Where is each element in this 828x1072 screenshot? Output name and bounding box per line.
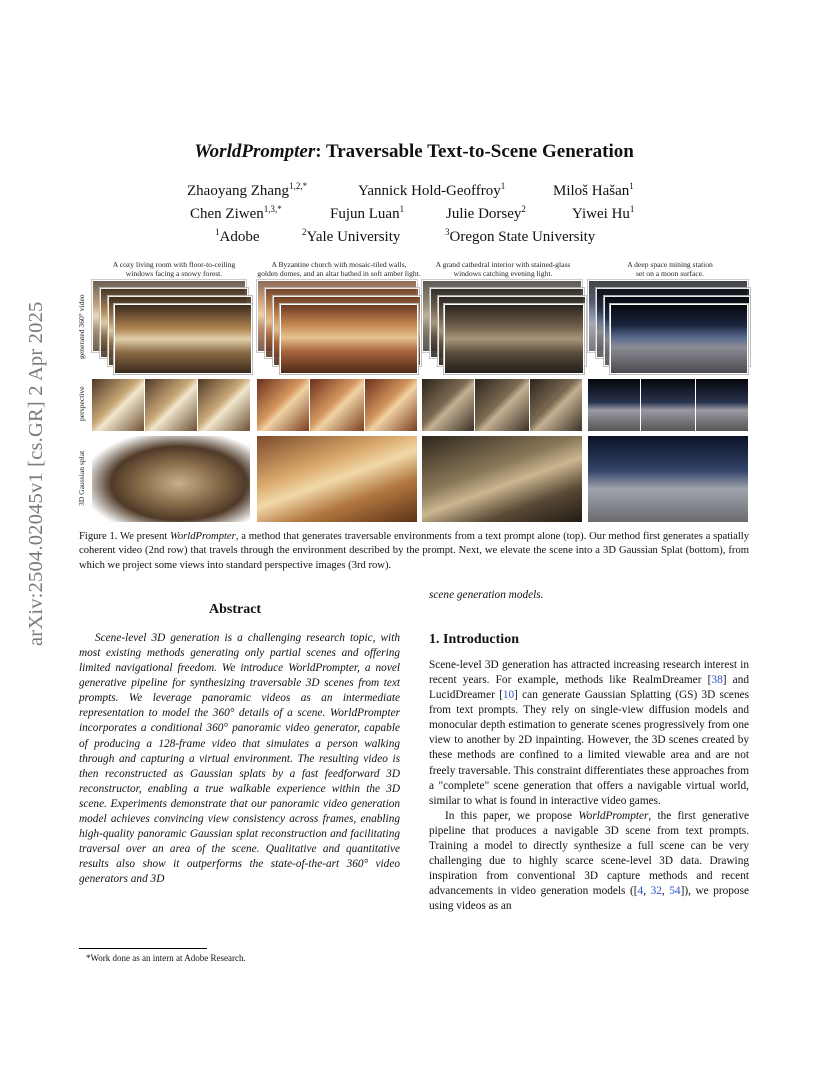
intro-paragraph-1: Scene-level 3D generation has attracted increasing research interest in recent years. For example, methods like RealmDreamer [38] and LucidDreamer [10] can generate Gaussian Splatting (GS) 3D scenes from text prompts. They rely on single-view diffusion models and monocular depth estimation to generate scenes progressively from one view to another by 2D inpainting. However, the 3D scenes created by these methods are confined to a limited viewable area and are not freely traversable. This constraint differentiates these approaches from a "complete" scene generation that offers a navigable virtual world, similar to what is found in interactive video games. — [429, 659, 749, 807]
perspective-view — [310, 379, 364, 431]
row-label-splat: 3D Gaussian splat — [77, 450, 86, 506]
perspective-view — [696, 379, 748, 431]
perspective-view — [422, 379, 474, 431]
author: Chen Ziwen$^{1,3,*}$ — [190, 204, 282, 222]
citation-link[interactable]: 38 — [711, 674, 723, 687]
perspective-view — [530, 379, 582, 431]
gaussian-splat-moon — [588, 436, 748, 522]
gaussian-splat-cathedral — [422, 436, 582, 522]
prompt-living-room: A cozy living room with floor-to-ceiling windows facing a snowy forest. — [112, 260, 236, 278]
footnote: *Work done as an intern at Adobe Research. — [86, 953, 246, 963]
row-label-perspective: perspective — [77, 386, 86, 422]
intro-paragraph-2: In this paper, we propose WorldPrompter, the first generative pipeline that produces a navigable 3D scene from text prompts. Training a model to directly synthesize a full scene can be very challenging due to highly scarce scene-level 3D data. Drawing inspiration from conventional 3D capture methods and recent advancements in video generation models ([4, 32, 54]), we propose using videos as an — [429, 809, 749, 913]
prompt-cathedral: A grand cathedral interior with stained-glass windows catching evening light. — [435, 260, 571, 278]
arxiv-identifier: arXiv:2504.02045v1 [cs.GR] 2 Apr 2025 — [25, 301, 47, 647]
author: Miloš Hašan$^1$ — [553, 181, 634, 199]
abstract-continuation: scene generation models. — [429, 589, 544, 601]
citation-link[interactable]: 54 — [669, 885, 681, 898]
abstract-body: Scene-level 3D generation is a challenging research topic, with most existing methods generating only partial scenes and offering limited navigational freedom. We introduce WorldPrompter, a novel generative pipeline for synthesizing traversable 3D scenes from text prompts. We leverage panoramic videos as an intermediate representation to model the 360° details of a scene. WorldPrompter incorporates a conditional 360° panoramic video generator, capable of producing a 128-frame video that simulates a person walking through and capturing a virtual environment. The resulting video is then reconstructed as Gaussian splats by a fast feedforward 3D reconstructor, enabling a true walkable experience within the 3D scene. Experiments demonstrate that our panoramic video generation model achieves convincing view consistency across frames, enabling high-quality panoramic Gaussian splat reconstruction and facilitating traversal over an area of the scene. Qualitative and quantitative results also show it outperforms the state-of-the-art 360° video generators and 3D — [79, 632, 400, 886]
citation-link[interactable]: 10 — [502, 689, 515, 702]
title-rest: : Traversable Text-to-Scene Generation — [315, 141, 634, 162]
row-label-video: generated 360° video — [77, 294, 86, 360]
citation-link[interactable]: 4 — [637, 885, 644, 898]
affiliation: $^3$Oregon State University — [445, 227, 596, 245]
author: Zhaoyang Zhang$^{1,2,*}$ — [187, 181, 308, 199]
title-method-name: WorldPrompter — [194, 141, 316, 162]
prompt-church: A Byzantine church with mosaic-tiled walls, golden domes, and an altar bathed in soft amber light. — [257, 260, 421, 278]
author: Fujun Luan$^1$ — [330, 204, 405, 222]
perspective-view — [145, 379, 197, 431]
perspective-view — [92, 379, 144, 431]
perspective-view — [365, 379, 417, 431]
gaussian-splat-living-room — [92, 436, 250, 522]
author: Yannick Hold-Geoffroy$^1$ — [358, 181, 506, 199]
prompt-moon-station: A deep space mining station set on a moon surface. — [627, 260, 713, 278]
abstract-heading: Abstract — [209, 602, 262, 617]
perspective-view — [588, 379, 640, 431]
author: Julie Dorsey$^2$ — [446, 204, 526, 222]
video-frame-front-cathedral — [444, 304, 584, 374]
perspective-view — [198, 379, 250, 431]
video-frame-front-moon — [610, 304, 748, 374]
paper-title — [0, 140, 828, 164]
figure-caption: Figure 1. We present WorldPrompter, a method that generates traversable environments from a text prompt alone (top). Our method first generates a spatially coherent video (2nd row) that travels through the environment described by the prompt. Next, we elevate the scene into a 3D Gaussian Splat (bottom), from which we project some views into standard perspective images (3rd row). — [79, 531, 750, 571]
perspective-view — [641, 379, 695, 431]
perspective-view — [257, 379, 309, 431]
video-frame-front-living-room — [114, 304, 252, 374]
affiliation: $^1$Adobe — [215, 227, 260, 245]
gaussian-splat-church — [257, 436, 417, 522]
perspective-view — [475, 379, 529, 431]
intro-heading: 1. Introduction — [429, 632, 519, 647]
intro-body — [429, 658, 749, 914]
footnote-rule — [79, 948, 207, 949]
video-frame-front-church — [280, 304, 418, 374]
affiliation: $^2$Yale University — [302, 227, 401, 245]
author: Yiwei Hu$^1$ — [572, 204, 635, 222]
citation-link[interactable]: 32 — [650, 885, 662, 898]
